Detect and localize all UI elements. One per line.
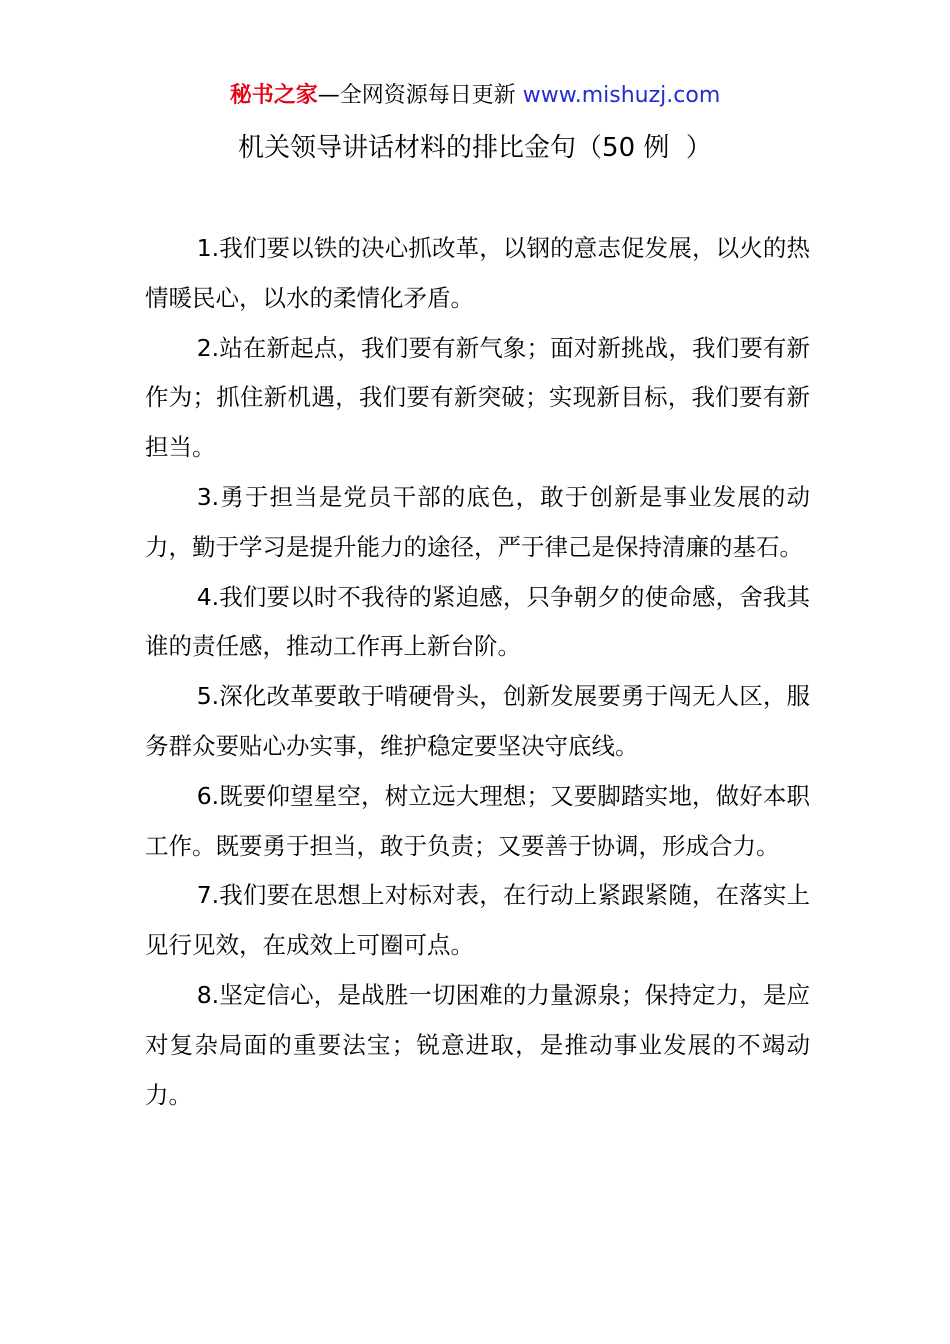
- paragraph-2: 2.站在新起点，我们要有新气象；面对新挑战，我们要有新作为；抓住新机遇，我们要有新突破；实现新目标，我们要有新担当。: [145, 333, 810, 462]
- paragraph-8: 8.坚定信心，是战胜一切困难的力量源泉；保持定力，是应对复杂局面的重要法宝；锐意进取，是推动事业发展的不竭动力。: [145, 980, 810, 1109]
- site-tagline: —全网资源每日更新: [317, 83, 523, 108]
- paragraph-7: 7.我们要在思想上对标对表，在行动上紧跟紧随，在落实上见行见效，在成效上可圈可点。: [145, 881, 810, 960]
- paragraph-1: 1.我们要以铁的决心抓改革，以钢的意志促发展，以火的热情暖民心，以水的柔情化矛盾。: [145, 234, 810, 312]
- paragraph-3: 3.勇于担当是党员干部的底色，敢于创新是事业发展的动力，勤于学习是提升能力的途径，严于律己是保持清廉的基石。: [145, 482, 810, 561]
- paragraph-6: 6.既要仰望星空，树立远大理想；又要脚踏实地，做好本职工作。既要勇于担当，敢于负责；又要善于协调，形成合力。: [145, 781, 810, 860]
- site-header: [0, 80, 950, 112]
- site-url-link[interactable]: www.mishuzj.com: [522, 83, 721, 108]
- document-body: [145, 224, 810, 1120]
- site-brand: 秘书之家: [229, 83, 318, 108]
- paragraph-5: 5.深化改革要敢于啃硬骨头，创新发展要勇于闯无人区，服务群众要贴心办实事，维护稳定要坚决守底线。: [145, 682, 810, 760]
- document-title: 机关领导讲话材料的排比金句（50 例 ）: [238, 133, 712, 163]
- paragraph-4: 4.我们要以时不我待的紧迫感，只争朝夕的使命感，舍我其谁的责任感，推动工作再上新台阶。: [145, 582, 810, 661]
